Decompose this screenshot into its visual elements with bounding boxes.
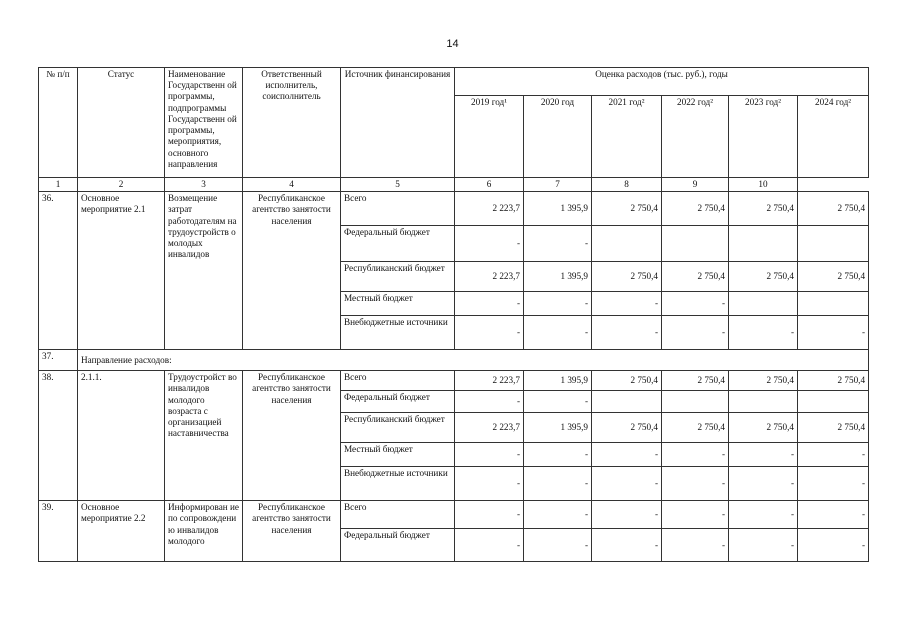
source-label: Местный бюджет	[341, 292, 455, 316]
value-cell	[798, 292, 869, 316]
value-cell: -	[798, 316, 869, 350]
value-cell	[662, 226, 729, 262]
value-cell	[729, 292, 798, 316]
source-label: Федеральный бюджет	[341, 529, 455, 562]
header-year: 2021 год²	[592, 96, 662, 178]
value-cell: -	[592, 292, 662, 316]
value-cell: 2 223,7	[455, 371, 524, 391]
value-cell: 2 750,4	[592, 413, 662, 443]
value-cell: -	[592, 316, 662, 350]
value-cell: -	[455, 391, 524, 413]
budget-table	[38, 67, 869, 562]
value-cell: -	[662, 501, 729, 529]
source-label: Всего	[341, 371, 455, 391]
header-name: Наименование Государственн ой программы, подпрограммы Государственн ой программы, мероприятия, основного направления	[165, 68, 243, 178]
row-responsible: Республиканское агентство занятости населения	[243, 501, 341, 562]
row-num: 37.	[39, 350, 78, 371]
row-responsible: Республиканское агентство занятости населения	[243, 371, 341, 501]
value-cell: -	[524, 529, 592, 562]
value-cell: -	[455, 292, 524, 316]
column-number: 9	[662, 178, 729, 192]
value-cell: 2 223,7	[455, 413, 524, 443]
table-row	[39, 350, 869, 371]
value-cell	[798, 226, 869, 262]
column-number: 2	[78, 178, 165, 192]
value-cell: -	[455, 501, 524, 529]
value-cell: -	[592, 529, 662, 562]
row-responsible: Республиканское агентство занятости населения	[243, 192, 341, 350]
value-cell: 2 750,4	[729, 262, 798, 292]
source-label: Всего	[341, 192, 455, 226]
value-cell: -	[524, 391, 592, 413]
column-number: 1	[39, 178, 78, 192]
table-row	[39, 371, 869, 391]
row-num: 38.	[39, 371, 78, 501]
value-cell: -	[798, 467, 869, 501]
column-number: 4	[243, 178, 341, 192]
value-cell: 2 750,4	[729, 192, 798, 226]
value-cell: 2 750,4	[592, 371, 662, 391]
header-year: 2024 год²	[798, 96, 869, 178]
table-row	[39, 192, 869, 226]
value-cell: -	[662, 467, 729, 501]
value-cell: -	[455, 316, 524, 350]
value-cell: 1 395,9	[524, 192, 592, 226]
column-number: 7	[524, 178, 592, 192]
value-cell: -	[662, 529, 729, 562]
value-cell: -	[455, 467, 524, 501]
value-cell: -	[729, 316, 798, 350]
header-source: Источник финансирования	[341, 68, 455, 178]
value-cell: 2 750,4	[662, 371, 729, 391]
header-estimate: Оценка расходов (тыс. руб.), годы	[455, 68, 869, 96]
table-row	[39, 501, 869, 529]
header-year: 2022 год²	[662, 96, 729, 178]
value-cell: 2 750,4	[798, 262, 869, 292]
value-cell	[729, 226, 798, 262]
header-status: Статус	[78, 68, 165, 178]
value-cell: -	[592, 501, 662, 529]
source-label: Федеральный бюджет	[341, 391, 455, 413]
value-cell: -	[455, 443, 524, 467]
value-cell: -	[592, 443, 662, 467]
header-year: 2023 год²	[729, 96, 798, 178]
header-num: № п/п	[39, 68, 78, 178]
value-cell: 2 750,4	[662, 192, 729, 226]
source-label: Федеральный бюджет	[341, 226, 455, 262]
value-cell: -	[729, 501, 798, 529]
value-cell: -	[455, 529, 524, 562]
row-status: Основное мероприятие 2.1	[78, 192, 165, 350]
value-cell: 1 395,9	[524, 262, 592, 292]
value-cell: -	[524, 226, 592, 262]
value-cell: 2 750,4	[798, 192, 869, 226]
value-cell: -	[798, 501, 869, 529]
value-cell: 1 395,9	[524, 371, 592, 391]
value-cell: 2 750,4	[798, 371, 869, 391]
column-number-row	[39, 178, 869, 192]
row-num: 39.	[39, 501, 78, 562]
value-cell: -	[729, 529, 798, 562]
value-cell: -	[662, 443, 729, 467]
source-label: Республиканский бюджет	[341, 413, 455, 443]
value-cell: 1 395,9	[524, 413, 592, 443]
source-label: Внебюджетные источники	[341, 467, 455, 501]
value-cell: -	[524, 316, 592, 350]
column-number: 6	[455, 178, 524, 192]
value-cell: -	[455, 226, 524, 262]
row-name: Информирован ие по сопровождени ю инвалидов молодого	[165, 501, 243, 562]
column-number: 8	[592, 178, 662, 192]
value-cell: 2 750,4	[798, 413, 869, 443]
value-cell: -	[662, 292, 729, 316]
value-cell: 2 750,4	[662, 262, 729, 292]
value-cell: -	[524, 467, 592, 501]
header-row	[39, 68, 869, 96]
header-responsible: Ответственный исполнитель, соисполнитель	[243, 68, 341, 178]
row-status: Основное мероприятие 2.2	[78, 501, 165, 562]
value-cell: 2 750,4	[662, 413, 729, 443]
value-cell	[662, 391, 729, 413]
source-label: Всего	[341, 501, 455, 529]
value-cell: 2 750,4	[592, 192, 662, 226]
column-number: 5	[341, 178, 455, 192]
value-cell: -	[798, 443, 869, 467]
value-cell: -	[524, 292, 592, 316]
value-cell: -	[524, 501, 592, 529]
column-number: 3	[165, 178, 243, 192]
page-number: 14	[446, 38, 459, 50]
value-cell: -	[798, 529, 869, 562]
value-cell: 2 223,7	[455, 192, 524, 226]
column-number: 10	[729, 178, 798, 192]
value-cell: 2 750,4	[729, 371, 798, 391]
header-year: 2020 год	[524, 96, 592, 178]
source-label: Местный бюджет	[341, 443, 455, 467]
source-label: Внебюджетные источники	[341, 316, 455, 350]
value-cell	[592, 226, 662, 262]
value-cell: 2 750,4	[729, 413, 798, 443]
row-status: 2.1.1.	[78, 371, 165, 501]
value-cell: 2 750,4	[592, 262, 662, 292]
value-cell	[798, 391, 869, 413]
section-heading: Направление расходов:	[78, 350, 869, 371]
value-cell: -	[662, 316, 729, 350]
value-cell: -	[524, 443, 592, 467]
value-cell: -	[729, 467, 798, 501]
value-cell	[592, 391, 662, 413]
header-year: 2019 год¹	[455, 96, 524, 178]
value-cell: -	[592, 467, 662, 501]
value-cell	[729, 391, 798, 413]
value-cell: -	[729, 443, 798, 467]
row-name: Возмещение затрат работодателям на трудоустройств о молодых инвалидов	[165, 192, 243, 350]
value-cell: 2 223,7	[455, 262, 524, 292]
row-num: 36.	[39, 192, 78, 350]
row-name: Трудоустройст во инвалидов молодого возраста с организацией наставничества	[165, 371, 243, 501]
source-label: Республиканский бюджет	[341, 262, 455, 292]
